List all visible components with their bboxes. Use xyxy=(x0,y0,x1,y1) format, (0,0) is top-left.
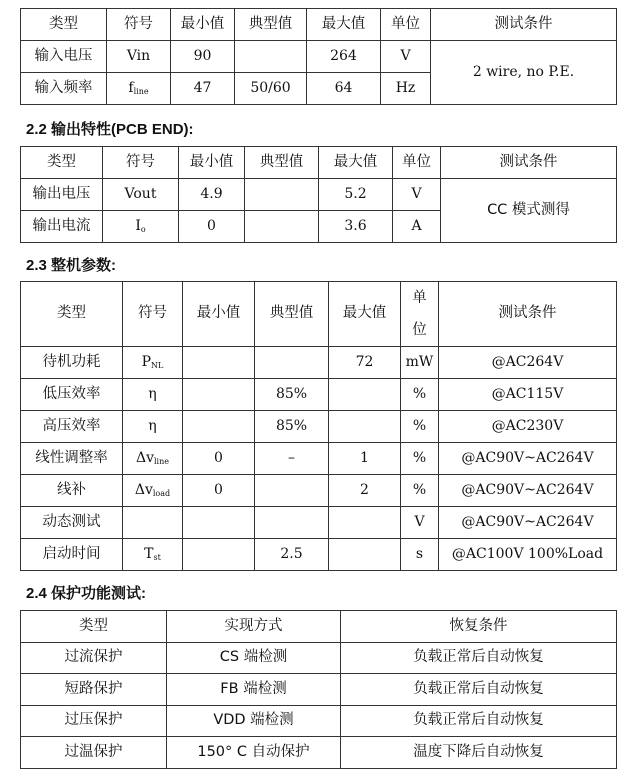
unit-cell: s xyxy=(401,539,439,571)
symbol-subscript: line xyxy=(154,457,170,467)
header-cell: 单位 xyxy=(393,147,441,179)
min-cell: 47 xyxy=(171,73,235,105)
min-cell xyxy=(183,411,255,443)
symbol-main: P xyxy=(141,354,152,371)
header-cell: 最大值 xyxy=(329,282,401,347)
typ-cell: 85% xyxy=(255,411,329,443)
protection-table xyxy=(20,610,617,769)
header-cell: 符号 xyxy=(123,282,183,347)
typ-cell xyxy=(255,507,329,539)
unit-cell: Hz xyxy=(381,73,431,105)
min-cell: 0 xyxy=(183,475,255,507)
table-row xyxy=(21,475,617,507)
min-cell xyxy=(183,539,255,571)
header-cell: 最小值 xyxy=(179,147,245,179)
header-cell: 类型 xyxy=(21,147,103,179)
header-cell: 最大值 xyxy=(319,147,393,179)
condition-cell: @AC115V xyxy=(439,379,617,411)
min-cell: 4.9 xyxy=(179,179,245,211)
table-row xyxy=(21,539,617,571)
unit-cell: % xyxy=(401,379,439,411)
table-row xyxy=(21,674,617,706)
recovery-cell: 负载正常后自动恢复 xyxy=(341,705,617,737)
table-row xyxy=(21,507,617,539)
min-cell xyxy=(183,347,255,379)
max-cell xyxy=(329,411,401,443)
typ-cell: 50/60 xyxy=(235,73,307,105)
header-cell: 类型 xyxy=(21,282,123,347)
unit-cell: % xyxy=(401,443,439,475)
header-cell: 典型值 xyxy=(245,147,319,179)
symbol-subscript: line xyxy=(133,87,149,97)
section-heading-output: 2.2 输出特性(PCB END): xyxy=(26,121,194,138)
table-row xyxy=(21,737,617,769)
table-header-row xyxy=(21,282,617,347)
header-cell: 最小值 xyxy=(183,282,255,347)
symbol-cell xyxy=(103,211,179,243)
symbol-main: Δv xyxy=(135,450,154,467)
table-row xyxy=(21,642,617,674)
type-cell: 输出电流 xyxy=(21,211,103,243)
type-cell: 输出电压 xyxy=(21,179,103,211)
method-cell: FB 端检测 xyxy=(167,674,341,706)
unit-header-line1: 单 xyxy=(412,290,427,306)
symbol-cell xyxy=(123,507,183,539)
typ-cell xyxy=(235,41,307,73)
section-heading-protection: 2.4 保护功能测试: xyxy=(26,585,147,602)
typ-cell xyxy=(255,347,329,379)
header-cell: 测试条件 xyxy=(441,147,617,179)
table-row xyxy=(21,443,617,475)
symbol-subscript: st xyxy=(153,553,161,563)
min-cell xyxy=(183,507,255,539)
recovery-cell: 负载正常后自动恢复 xyxy=(341,642,617,674)
type-cell: 输入电压 xyxy=(21,41,107,73)
unit-cell: V xyxy=(401,507,439,539)
condition-cell: @AC90V~AC264V xyxy=(439,475,617,507)
condition-cell: @AC230V xyxy=(439,411,617,443)
type-cell: 线补 xyxy=(21,475,123,507)
typ-cell: – xyxy=(255,443,329,475)
symbol-main: Δv xyxy=(134,482,153,499)
min-cell: 0 xyxy=(183,443,255,475)
min-cell xyxy=(183,379,255,411)
table-row xyxy=(21,705,617,737)
input-spec-table xyxy=(20,8,617,105)
symbol-cell xyxy=(107,73,171,105)
header-cell-unit xyxy=(401,282,439,347)
type-cell: 过压保护 xyxy=(21,705,167,737)
type-cell: 输入频率 xyxy=(21,73,107,105)
symbol-main: η xyxy=(148,418,157,435)
table-row xyxy=(21,379,617,411)
symbol-cell xyxy=(123,475,183,507)
table-row xyxy=(21,347,617,379)
max-cell xyxy=(329,507,401,539)
header-cell: 符号 xyxy=(103,147,179,179)
header-cell: 恢复条件 xyxy=(341,611,617,643)
method-cell: CS 端检测 xyxy=(167,642,341,674)
unit-cell: % xyxy=(401,475,439,507)
table-header-row xyxy=(21,611,617,643)
table-header-row xyxy=(21,147,617,179)
table-row xyxy=(21,411,617,443)
condition-cell: @AC264V xyxy=(439,347,617,379)
symbol-cell xyxy=(123,347,183,379)
header-cell: 实现方式 xyxy=(167,611,341,643)
header-cell: 典型值 xyxy=(255,282,329,347)
max-cell: 1 xyxy=(329,443,401,475)
max-cell xyxy=(329,379,401,411)
typ-cell: 2.5 xyxy=(255,539,329,571)
table-row xyxy=(21,41,617,73)
min-cell: 0 xyxy=(179,211,245,243)
type-cell: 待机功耗 xyxy=(21,347,123,379)
max-cell: 3.6 xyxy=(319,211,393,243)
condition-cell: @AC90V~AC264V xyxy=(439,443,617,475)
max-cell xyxy=(329,539,401,571)
max-cell: 264 xyxy=(307,41,381,73)
header-cell: 最大值 xyxy=(307,9,381,41)
symbol-cell xyxy=(123,379,183,411)
method-cell: 150° C 自动保护 xyxy=(167,737,341,769)
max-cell: 5.2 xyxy=(319,179,393,211)
header-cell: 类型 xyxy=(21,611,167,643)
type-cell: 低压效率 xyxy=(21,379,123,411)
typ-cell xyxy=(245,211,319,243)
type-cell: 短路保护 xyxy=(21,674,167,706)
unit-cell: mW xyxy=(401,347,439,379)
header-cell: 测试条件 xyxy=(439,282,617,347)
symbol-main: f xyxy=(128,80,134,97)
table-header-row xyxy=(21,9,617,41)
unit-cell: A xyxy=(393,211,441,243)
type-cell: 过流保护 xyxy=(21,642,167,674)
header-cell: 测试条件 xyxy=(431,9,617,41)
overall-spec-table xyxy=(20,281,617,571)
min-cell: 90 xyxy=(171,41,235,73)
type-cell: 启动时间 xyxy=(21,539,123,571)
symbol-subscript: load xyxy=(152,489,171,499)
unit-cell: V xyxy=(381,41,431,73)
condition-cell: @AC90V~AC264V xyxy=(439,507,617,539)
type-cell: 高压效率 xyxy=(21,411,123,443)
table-row xyxy=(21,179,617,211)
condition-cell: @AC100V 100%Load xyxy=(439,539,617,571)
symbol-main: I xyxy=(135,218,141,235)
recovery-cell: 负载正常后自动恢复 xyxy=(341,674,617,706)
header-cell: 典型值 xyxy=(235,9,307,41)
header-cell: 类型 xyxy=(21,9,107,41)
type-cell: 线性调整率 xyxy=(21,443,123,475)
symbol-cell: Vout xyxy=(103,179,179,211)
type-cell: 过温保护 xyxy=(21,737,167,769)
symbol-cell xyxy=(123,443,183,475)
typ-cell xyxy=(255,475,329,507)
symbol-main: η xyxy=(148,386,157,403)
condition-cell: CC 模式测得 xyxy=(441,179,617,243)
type-cell: 动态测试 xyxy=(21,507,123,539)
typ-cell xyxy=(245,179,319,211)
max-cell: 2 xyxy=(329,475,401,507)
method-cell: VDD 端检测 xyxy=(167,705,341,737)
unit-cell: % xyxy=(401,411,439,443)
unit-header-line2: 位 xyxy=(412,322,427,338)
symbol-main: T xyxy=(144,546,154,563)
symbol-cell: Vin xyxy=(107,41,171,73)
output-spec-table xyxy=(20,146,617,243)
symbol-subscript: o xyxy=(140,225,146,235)
symbol-cell xyxy=(123,539,183,571)
symbol-cell xyxy=(123,411,183,443)
symbol-subscript: NL xyxy=(151,361,164,371)
section-heading-overall: 2.3 整机参数: xyxy=(26,257,117,274)
recovery-cell: 温度下降后自动恢复 xyxy=(341,737,617,769)
header-cell: 单位 xyxy=(381,9,431,41)
header-cell: 符号 xyxy=(107,9,171,41)
condition-cell: 2 wire, no P.E. xyxy=(431,41,617,105)
typ-cell: 85% xyxy=(255,379,329,411)
header-cell: 最小值 xyxy=(171,9,235,41)
max-cell: 72 xyxy=(329,347,401,379)
unit-cell: V xyxy=(393,179,441,211)
max-cell: 64 xyxy=(307,73,381,105)
